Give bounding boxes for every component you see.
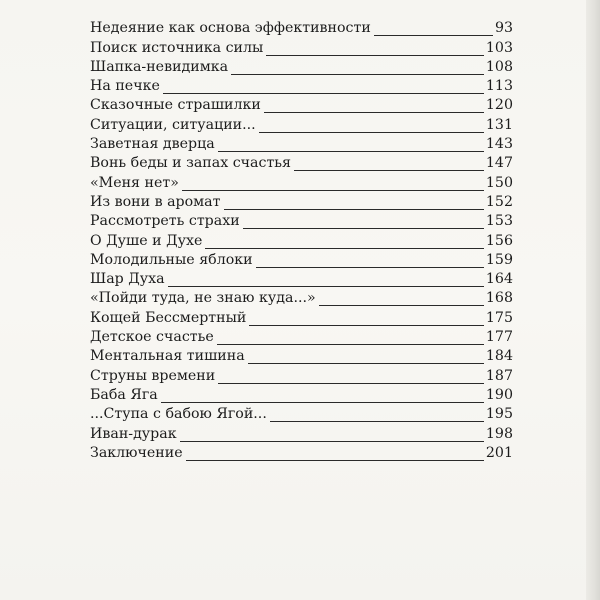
toc-entry-page: 164 [485,271,513,288]
toc-entry-title: Шапка-невидимка [90,58,229,75]
toc-entry-title: Молодильные яблоки [90,251,253,268]
toc-entry-title: Из вони в аромат [90,193,221,210]
toc-entry-page: 201 [485,444,513,461]
toc-leader-line [205,248,484,249]
toc-entry-page: 187 [485,367,513,384]
toc-entry [90,443,513,462]
toc-entry [90,250,513,269]
toc-entry-page: 156 [485,232,513,249]
table-of-contents [90,18,513,462]
toc-entry-title: Иван-дурак [90,425,177,442]
toc-entry-page: 120 [485,97,513,114]
toc-entry-page: 177 [485,329,513,346]
toc-entry-page: 152 [485,193,513,210]
toc-entry-page: 103 [485,39,513,56]
toc-entry [90,18,513,37]
toc-leader-line [248,363,484,364]
toc-entry [90,37,513,56]
toc-entry-title: ...Ступа с бабою Ягой... [90,406,267,423]
toc-entry-title: Струны времени [90,367,216,384]
toc-entry [90,385,513,404]
toc-entry-title: На печке [90,78,160,95]
toc-entry [90,288,513,307]
toc-leader-line [163,93,484,94]
toc-entry-page: 198 [485,425,513,442]
toc-entry-page: 108 [485,58,513,75]
page-edge [586,0,600,600]
toc-entry-page: 131 [485,116,513,133]
toc-entry [90,153,513,172]
toc-entry-page: 150 [485,174,513,191]
toc-leader-line [161,402,484,403]
toc-entry [90,269,513,288]
toc-entry-title: Ментальная тишина [90,348,245,365]
toc-entry-page: 168 [485,290,513,307]
toc-leader-line [182,190,484,191]
toc-entry-page: 175 [485,309,513,326]
toc-entry-page: 153 [485,213,513,230]
toc-entry-title: Кощей Бессмертный [90,309,247,326]
toc-leader-line [256,267,484,268]
toc-leader-line [231,74,484,75]
toc-leader-line [168,286,484,287]
toc-leader-line [249,325,484,326]
toc-entry [90,192,513,211]
toc-entry-title: «Меня нет» [90,174,179,191]
toc-entry-page: 93 [494,20,513,37]
toc-entry [90,211,513,230]
toc-entry-page: 159 [485,251,513,268]
toc-leader-line [180,441,484,442]
toc-leader-line [218,151,484,152]
toc-entry-title: Заключение [90,444,183,461]
toc-entry [90,346,513,365]
toc-entry-page: 184 [485,348,513,365]
toc-entry-title: Рассмотреть страхи [90,213,240,230]
toc-leader-line [224,209,484,210]
toc-entry-title: Заветная дверца [90,136,215,153]
toc-entry-title: Вонь беды и запах счастья [90,155,291,172]
toc-entry-title: О Душе и Духе [90,232,203,249]
toc-leader-line [294,170,484,171]
toc-entry [90,76,513,95]
toc-leader-line [264,112,484,113]
toc-entry-title: Баба Яга [90,386,158,403]
toc-entry [90,172,513,191]
toc-entry-page: 113 [485,78,513,95]
toc-entry [90,365,513,384]
toc-leader-line [218,383,484,384]
toc-leader-line [266,55,484,56]
toc-leader-line [186,460,484,461]
toc-entry [90,57,513,76]
toc-entry-title: Недеяние как основа эффективности [90,20,371,37]
toc-entry [90,423,513,442]
toc-entry-title: Детское счастье [90,329,214,346]
toc-entry [90,327,513,346]
toc-entry-page: 195 [485,406,513,423]
toc-leader-line [259,132,484,133]
toc-entry-title: «Пойди туда, не знаю куда...» [90,290,316,307]
toc-entry-page: 190 [485,386,513,403]
toc-leader-line [243,228,484,229]
toc-entry [90,134,513,153]
toc-entry-page: 143 [485,136,513,153]
toc-leader-line [217,344,484,345]
toc-entry-title: Шар Духа [90,271,165,288]
toc-entry-title: Поиск источника силы [90,39,264,56]
toc-entry-page: 147 [485,155,513,172]
toc-leader-line [319,305,484,306]
toc-entry [90,404,513,423]
toc-entry-title: Сказочные страшилки [90,97,261,114]
toc-entry [90,114,513,133]
toc-entry [90,307,513,326]
toc-entry [90,230,513,249]
toc-leader-line [270,421,484,422]
toc-entry-title: Ситуации, ситуации... [90,116,256,133]
toc-leader-line [374,35,493,36]
toc-entry [90,95,513,114]
